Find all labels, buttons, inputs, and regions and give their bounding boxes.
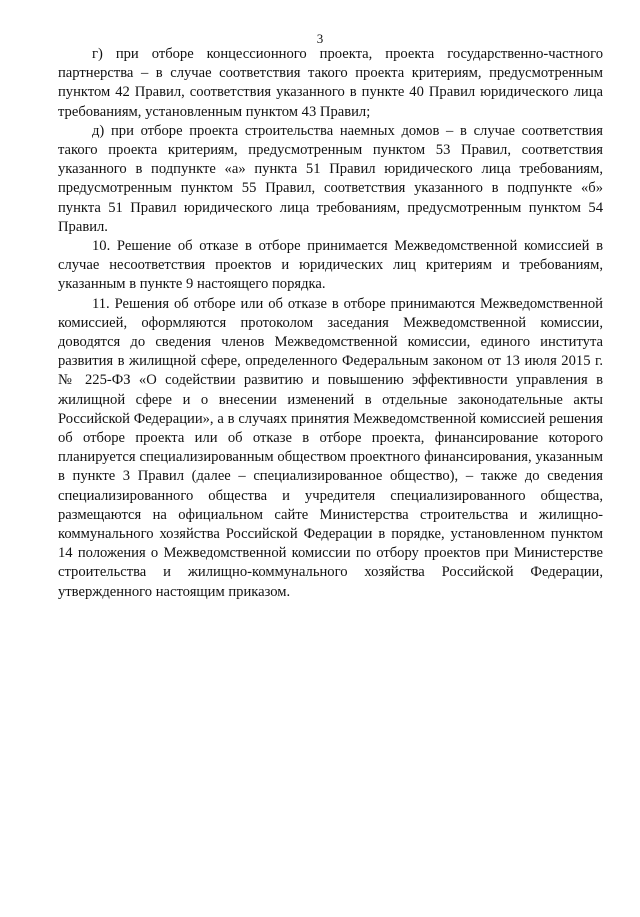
paragraph-item-10: 10. Решение об отказе в отборе принимается Межведомственной комиссией в случае несоответствия проектов и юридических лиц критериям и требованиям, указанным в пункте 9 настоящего порядка.: [58, 238, 603, 293]
paragraph-item-11: 11. Решения об отборе или об отказе в отборе принимаются Межведомственной комиссией, оформляются протоколом заседания Межведомственной комиссии, доводятся до сведения членов Межведомственной комиссии, единого института развития в жилищной сфере, определенного Федеральным законом от 13 июля 2015 г. № 225-ФЗ «О содействии развитию и повышению эффективности управления в жилищной сфере и о внесении изменений в отдельные законодательные акты Российской Федерации», а в случаях принятия Межведомственной комиссией решения об отборе проекта или об отказе в отборе проекта, финансирование которого планируется специализированным обществом проектного финансирования, указанным в пункте 3 Правил (далее – специализированное общество), – также до сведения специализированного общества и учредителя специализированного общества, размещаются на официальном сайте Министерства строительства и жилищно-коммунального хозяйства Российской Федерации в порядке, установленном пунктом 14 положения о Межведомственной комиссии по отбору проектов при Министерстве строительства и жилищно-коммунального хозяйства Российской Федерации, утвержденного настоящим приказом.: [58, 295, 603, 600]
page-number: 3: [316, 31, 324, 46]
document-body: [58, 45, 603, 602]
paragraph-subitem-g: г) при отборе концессионного проекта, проекта государственно-частного партнерства – в случае соответствия такого проекта критериям, предусмотренным пунктом 42 Правил, соответствия указанного в пункте 40 Правил юридического лица требованиям, установленным пунктом 43 Правил;: [58, 46, 603, 120]
paragraph-subitem-d: д) при отборе проекта строительства наемных домов – в случае соответствия такого проекта критериям, предусмотренным пунктом 53 Правил, соответствия указанного в подпункте «а» пункта 51 Правил юридического лица требованиям, предусмотренным пунктом 55 Правил, соответствия указанного в подпункте «б» пункта 51 Правил юридического лица требованиям, предусмотренным пунктом 54 Правил.: [58, 122, 603, 235]
